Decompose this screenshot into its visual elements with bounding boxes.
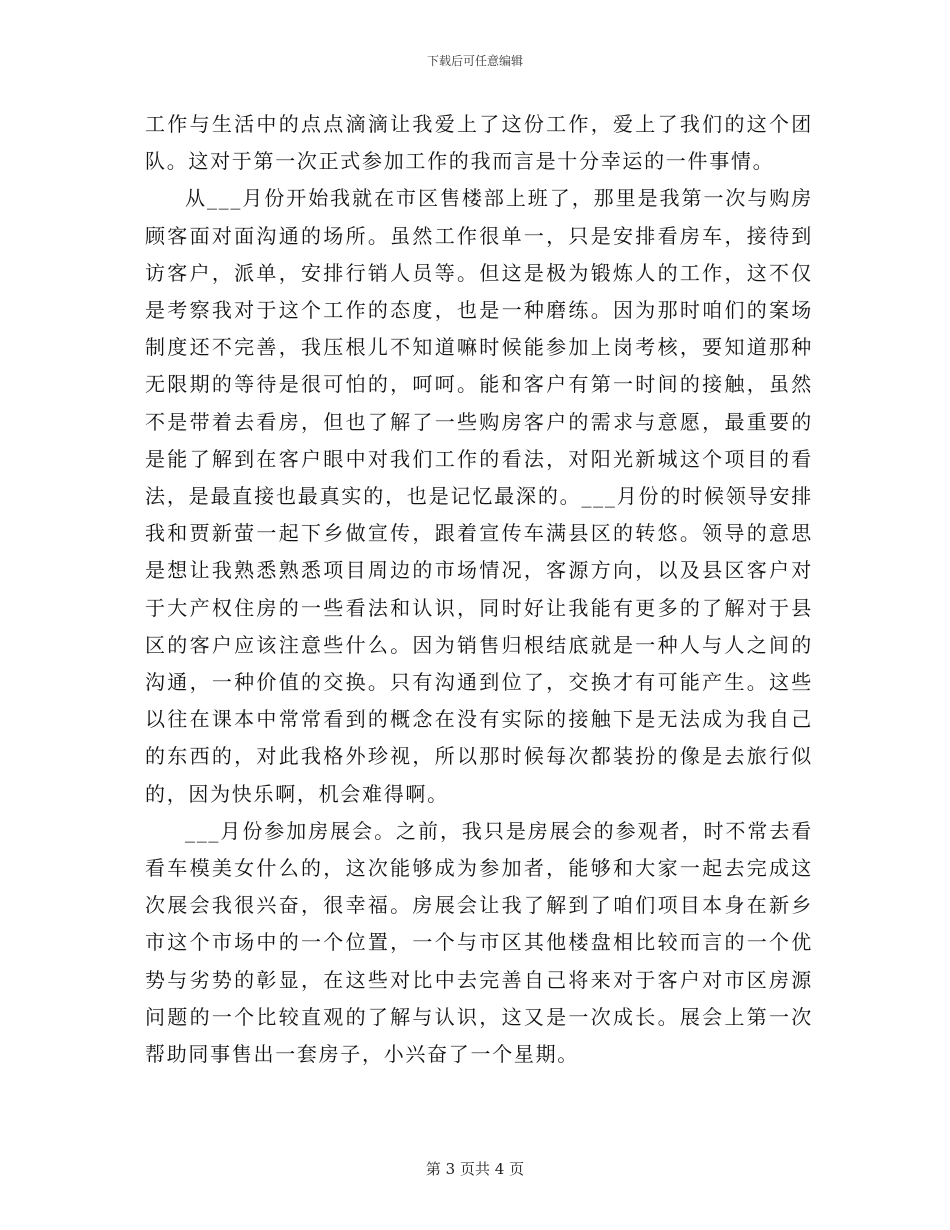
document-body xyxy=(145,106,813,1073)
paragraph-continued: 工作与生活中的点点滴滴让我爱上了这份工作，爱上了我们的这个团队。这对于第一次正式参加工作的我而言是十分幸运的一件事情。 xyxy=(145,112,813,174)
paragraph-sales-office: 从___月份开始我就在市区售楼部上班了，那里是我第一次与购房顾客面对面沟通的场所。虽然工作很单一，只是安排看房车，接待到访客户，派单，安排行销人员等。但这是极为锻炼人的工作，这不仅是考察我对于这个工作的态度，也是一种磨练。因为那时咱们的案场制度还不完善，我压根儿不知道嘛时候能参加上岗考核，要知道那种无限期的等待是很可怕的，呵呵。能和客户有第一时间的接触，虽然不是带着去看房，但也了解了一些购房客户的需求与意愿，最重要的是能了解到在客户眼中对我们工作的看法，对阳光新城这个项目的看法，是最直接也最真实的，也是记忆最深的。___月份的时候领导安排我和贾新萤一起下乡做宣传，跟着宣传车满县区的转悠。领导的意思是想让我熟悉熟悉项目周边的市场情况，客源方向，以及县区客户对于大产权住房的一些看法和认识，同时好让我能有更多的了解对于县区的客户应该注意些什么。因为销售归根结底就是一种人与人之间的沟通，一种价值的交换。只有沟通到位了，交换才有可能产生。这些以往在课本中常常看到的概念在没有实际的接触下是无法成为我自己的东西的，对此我格外珍视，所以那时候每次都装扮的像是去旅行似的，因为快乐啊，机会难得啊。 xyxy=(145,186,813,806)
page-number: 第 3 页共 4 页 xyxy=(425,1160,525,1178)
page-header-note: 下载后可任意编辑 xyxy=(426,54,523,68)
paragraph-housing-fair: ___月份参加房展会。之前，我只是房展会的参观者，时不常去看看车模美女什么的，这次能够成为参加者，能够和大家一起去完成这次展会我很兴奋，很幸福。房展会让我了解到了咱们项目本身在新乡市这个市场中的一个位置，一个与市区其他楼盘相比较而言的一个优势与劣势的彰显，在这些对比中去完善自己将来对于客户对市区房源问题的一个比较直观的了解与认识，这又是一次成长。展会上第一次帮助同事售出一套房子，小兴奋了一个星期。 xyxy=(145,818,813,1067)
